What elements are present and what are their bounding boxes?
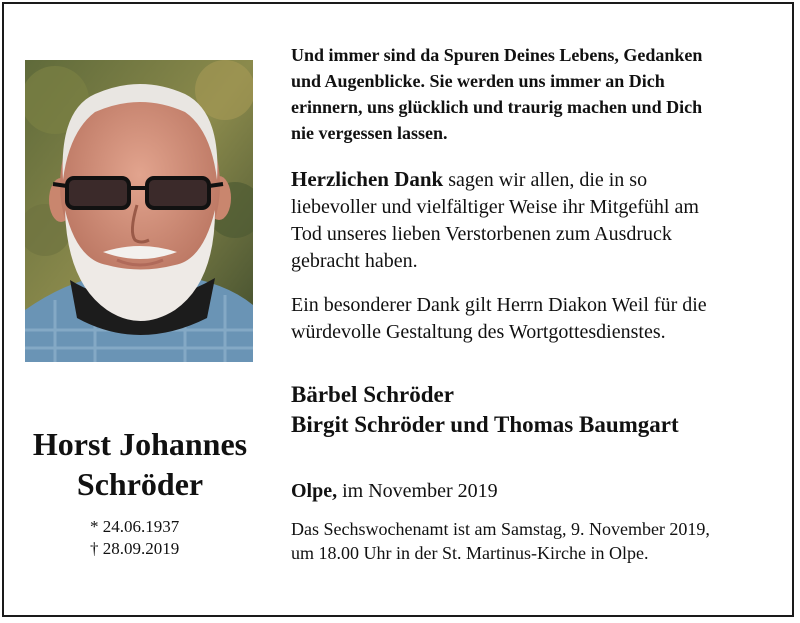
thanks-lead: Herzlichen Dank [291, 167, 444, 191]
obituary-card [2, 2, 794, 617]
service-notice [291, 517, 781, 565]
signer: Birgit Schröder und Thomas Baumgart [291, 412, 679, 437]
thanks-line: gebracht haben. [291, 250, 418, 272]
deceased-name-line2: Schröder [76, 466, 204, 502]
thanks-line: Tod unseres lieben Verstorbenen zum Ausdruck [291, 223, 672, 245]
signers [291, 380, 781, 440]
memorial-quote [291, 42, 781, 146]
thanks-line: sagen wir allen, die in so [443, 169, 648, 191]
quote-line: Und immer sind da Spuren Deines Lebens, Gedanken [291, 45, 703, 65]
place-date [291, 478, 781, 504]
service-line: um 18.00 Uhr in der St. Martinus-Kirche in Olpe. [291, 543, 649, 563]
signer: Bärbel Schröder [291, 382, 454, 407]
quote-line: nie vergessen lassen. [291, 123, 448, 143]
portrait-photo [25, 60, 253, 362]
deacon-line: Ein besonderer Dank gilt Herrn Diakon Weil für die [291, 294, 707, 316]
service-line: Das Sechswochenamt ist am Samstag, 9. November 2019, [291, 519, 710, 539]
deceased-name-line1: Horst Johannes [32, 426, 248, 462]
thanks-line: liebevoller und vielfältiger Weise ihr Mitgefühl am [291, 196, 699, 218]
text-column [291, 42, 781, 565]
quote-line: erinnern, uns glücklich und traurig machen und Dich [291, 97, 703, 117]
birth-date: * 24.06.1937 [90, 517, 180, 536]
life-dates [90, 516, 179, 560]
death-date: † 28.09.2019 [90, 539, 180, 558]
quote-line: und Augenblicke. Sie werden uns immer an Dich [291, 71, 665, 91]
place-month: im November 2019 [337, 480, 498, 502]
deceased-name [4, 424, 276, 504]
place-city: Olpe, [291, 480, 338, 502]
deacon-line: würdevolle Gestaltung des Wortgottesdienstes. [291, 321, 666, 343]
deacon-thanks [291, 292, 781, 346]
thanks-paragraph [291, 166, 781, 275]
